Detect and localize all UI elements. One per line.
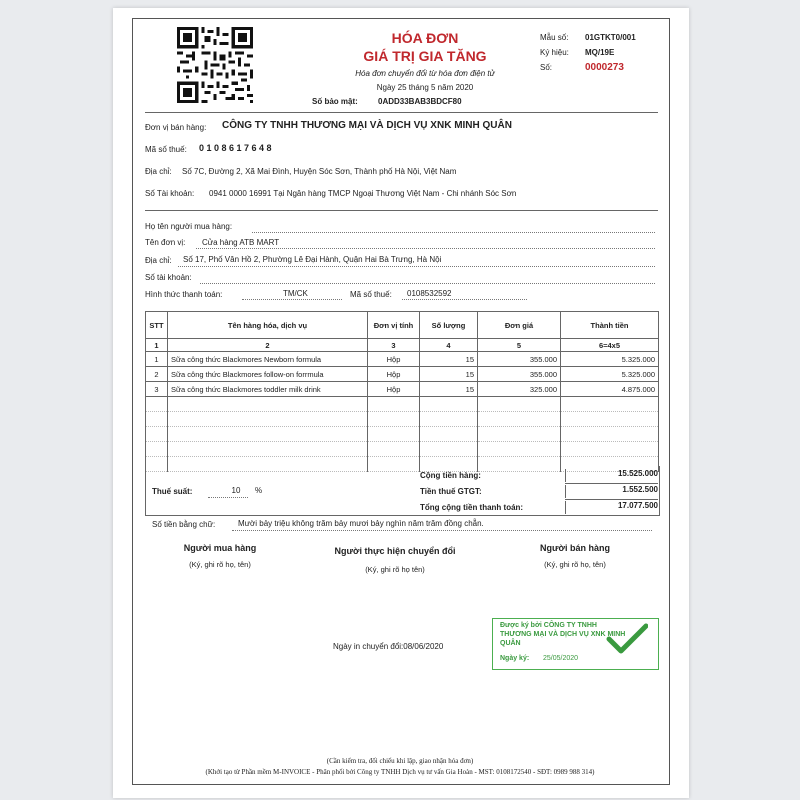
seller-address-value: Số 7C, Đường 2, Xã Mai Đình, Huyện Sóc Sơn, Thành phố Hà Nội, Việt Nam: [182, 167, 457, 176]
grand-total-label: Tổng cộng tiền thanh toán:: [420, 503, 524, 512]
print-date: Ngày in chuyển đổi:08/06/2020: [333, 642, 444, 651]
table-row: [146, 352, 659, 367]
footer-software: (Khởi tạo từ Phần mềm M-INVOICE - Phân phối bởi Công ty TNHH Dịch vụ tư vấn Gia Hoàn - MST: 0108172540 - SĐT: 0989 988 314): [205, 768, 595, 776]
symbol-label: Ký hiệu:: [540, 48, 569, 57]
cell-price: 325.000: [478, 382, 561, 397]
cell-unit: Hộp: [368, 382, 420, 397]
buyer-account-line: [200, 283, 655, 284]
payment-line: [242, 299, 342, 300]
buyer-signature-note: (Ký, ghi rõ họ, tên): [189, 560, 251, 569]
words-line: [232, 530, 652, 531]
cell-stt: 2: [146, 367, 168, 382]
stamp-line-1: Được ký bởi CÔNG TY TNHH: [500, 622, 597, 629]
table-index-row: [146, 339, 659, 352]
cell-amount: 5.325.000: [561, 352, 659, 367]
buyer-signature-title: Người mua hàng: [183, 543, 257, 553]
checkmark-icon: [606, 623, 648, 655]
vat-rate-label: Thuế suất:: [152, 487, 193, 496]
col-header-unit: Đơn vị tính: [368, 312, 420, 339]
vat-value: 1.552.500: [565, 485, 658, 498]
divider: [565, 499, 658, 500]
index-cell: 6=4x5: [561, 339, 659, 352]
seller-tax-label: Mã số thuế:: [145, 145, 187, 154]
cell-stt: 3: [146, 382, 168, 397]
seller-signature-note: (Ký, ghi rõ họ, tên): [544, 560, 606, 569]
buyer-tax-value: 0108532592: [407, 289, 452, 298]
table-row-empty: [146, 412, 659, 427]
index-cell: 3: [368, 339, 420, 352]
items-table: [145, 311, 659, 472]
invoice-date: Ngày 25 tháng 5 năm 2020: [376, 83, 474, 92]
buyer-account-label: Số tài khoản:: [145, 273, 192, 282]
index-cell: 2: [168, 339, 368, 352]
cell-price: 355.000: [478, 352, 561, 367]
cell-name: Sữa công thức Blackmores toddler milk drink: [168, 382, 368, 397]
table-row-empty: [146, 397, 659, 412]
buyer-address-line: [178, 266, 655, 267]
invoice-title-sub: GIÁ TRỊ GIA TĂNG: [363, 48, 487, 64]
secret-label: Số bảo mật:: [312, 97, 358, 106]
col-header-stt: STT: [146, 312, 168, 339]
buyer-unit-value: Cửa hàng ATB MART: [202, 238, 280, 247]
index-cell: 4: [420, 339, 478, 352]
buyer-address-value: Số 17, Phố Vân Hồ 2, Phường Lê Đại Hành, Quận Hai Bà Trưng, Hà Nội: [183, 255, 442, 264]
vat-rate-line: [208, 497, 248, 498]
number-label: Số:: [540, 63, 553, 72]
buyer-unit-label: Tên đơn vị:: [145, 238, 186, 247]
cell-qty: 15: [420, 382, 478, 397]
cell-name: Sữa công thức Blackmores Newborn formula: [168, 352, 368, 367]
seller-tax-value: 0 1 0 8 6 1 7 6 4 8: [199, 143, 272, 153]
cell-qty: 15: [420, 352, 478, 367]
stamp-date-label: Ngày ký:: [500, 655, 530, 662]
stamp-date-value: 25/05/2020: [543, 655, 579, 662]
col-header-name: Tên hàng hóa, dịch vụ: [168, 312, 368, 339]
buyer-address-label: Địa chỉ:: [145, 256, 172, 265]
invoice-title: HÓA ĐƠN: [391, 30, 459, 46]
subtotal-label: Cộng tiền hàng:: [420, 471, 481, 480]
seller-account-value: 0941 0000 16991 Tại Ngân hàng TMCP Ngoại Thương Việt Nam - Chi nhánh Sóc Sơn: [209, 189, 517, 198]
seller-account-label: Số Tài khoản:: [145, 189, 195, 198]
seller-address-label: Địa chỉ:: [145, 167, 172, 176]
subtotal-value: 15.525.000: [565, 469, 658, 482]
number-value: 0000273: [585, 62, 624, 73]
cell-price: 355.000: [478, 367, 561, 382]
converter-signature-note: (Ký, ghi rõ họ tên): [365, 565, 425, 574]
cell-name: Sữa công thức Blackmores follow-on forrmula: [168, 367, 368, 382]
table-row: [146, 382, 659, 397]
cell-amount: 4.875.000: [561, 382, 659, 397]
seller-name-value: CÔNG TY TNHH THƯƠNG MẠI VÀ DỊCH VỤ XNK MINH QUÂN: [222, 120, 512, 131]
buyer-unit-line: [196, 248, 655, 249]
buyer-name-line: [252, 232, 655, 233]
buyer-tax-line: [402, 299, 527, 300]
symbol-value: MQ/19E: [585, 48, 615, 57]
cell-unit: Hộp: [368, 367, 420, 382]
payment-label: Hình thức thanh toán:: [145, 290, 223, 299]
payment-value: TM/CK: [283, 289, 308, 298]
grand-total-value: 17.077.500: [565, 501, 658, 514]
invoice-subtitle: Hóa đơn chuyển đổi từ hóa đơn điện tử: [355, 69, 495, 78]
divider: [565, 483, 658, 484]
table-row-empty: [146, 442, 659, 457]
table-row: [146, 367, 659, 382]
index-cell: 1: [146, 339, 168, 352]
table-header-row: [146, 312, 659, 339]
index-cell: 5: [478, 339, 561, 352]
form-label: Mẫu số:: [540, 33, 569, 42]
footer-note: (Cần kiểm tra, đối chiếu khi lập, giao nhận hóa đơn): [326, 757, 474, 765]
col-header-qty: Số lượng: [420, 312, 478, 339]
qr-code-icon: [177, 27, 253, 103]
stamp-line-2: THƯƠNG MẠI VÀ DỊCH VỤ XNK MINH: [500, 631, 626, 638]
words-value: Mười bảy triệu không trăm bảy mươi bảy nghìn năm trăm đồng chẵn.: [238, 519, 484, 528]
divider: [145, 210, 658, 211]
cell-amount: 5.325.000: [561, 367, 659, 382]
secret-value: 0ADD33BAB3BDCF80: [378, 97, 462, 106]
cell-stt: 1: [146, 352, 168, 367]
vat-label: Tiền thuế GTGT:: [420, 487, 482, 496]
col-header-price: Đơn giá: [478, 312, 561, 339]
vat-rate-unit: %: [255, 486, 263, 495]
seller-name-label: Đơn vị bán hàng:: [145, 123, 207, 132]
stamp-line-3: QUÂN: [500, 640, 521, 647]
divider: [145, 112, 658, 113]
vat-rate-value: 10: [231, 486, 241, 495]
converter-signature-title: Người thực hiện chuyển đổi: [334, 546, 456, 556]
form-value: 01GTKT0/001: [585, 33, 636, 42]
buyer-name-label: Họ tên người mua hàng:: [145, 222, 233, 231]
seller-signature-title: Người bán hàng: [540, 543, 610, 553]
cell-unit: Hộp: [368, 352, 420, 367]
words-label: Số tiền bằng chữ:: [152, 520, 216, 529]
col-header-amount: Thành tiền: [561, 312, 659, 339]
cell-qty: 15: [420, 367, 478, 382]
table-row-empty: [146, 427, 659, 442]
buyer-tax-label: Mã số thuế:: [350, 290, 392, 299]
